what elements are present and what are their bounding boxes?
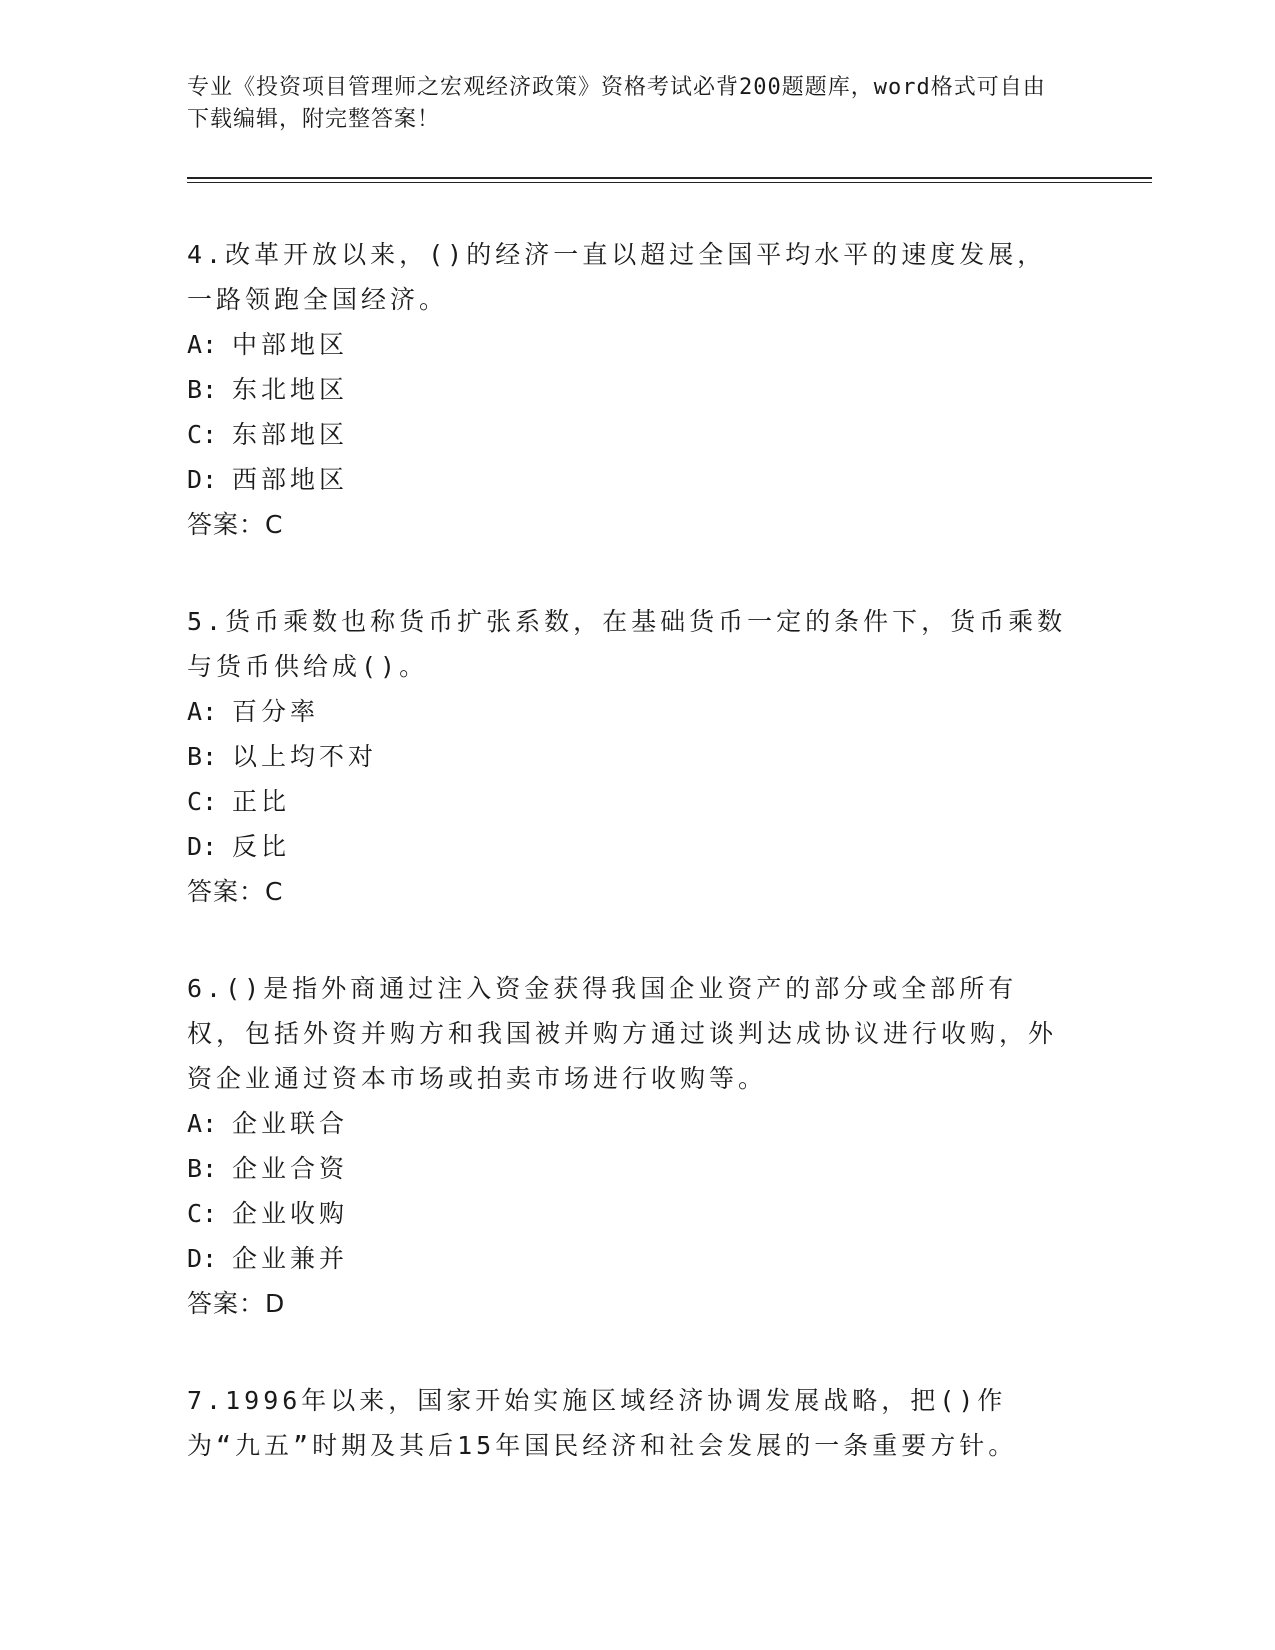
question-7 xyxy=(187,1378,1067,1468)
option-key: D: xyxy=(187,1244,218,1273)
option-key: C: xyxy=(187,1199,218,1228)
option-d xyxy=(187,457,1067,502)
question-stem: 5.货币乘数也称货币扩张系数，在基础货币一定的条件下，货币乘数与货币供给成()。 xyxy=(187,607,1067,681)
option-text: 东部地区 xyxy=(232,420,349,449)
option-text: 正比 xyxy=(232,787,291,816)
question-5 xyxy=(187,599,1067,914)
header-divider-thin xyxy=(187,182,1152,183)
option-a xyxy=(187,322,1067,367)
option-text: 企业合资 xyxy=(232,1154,349,1183)
option-key: A: xyxy=(187,1109,218,1138)
option-b xyxy=(187,367,1067,412)
option-text: 企业兼并 xyxy=(232,1244,349,1273)
option-d xyxy=(187,1236,1067,1281)
question-stem: 4.改革开放以来，()的经济一直以超过全国平均水平的速度发展，一路领跑全国经济。 xyxy=(187,240,1047,314)
question-list xyxy=(187,232,1067,1520)
answer-line: 答案：D xyxy=(187,1289,286,1318)
document-header: 专业《投资项目管理师之宏观经济政策》资格考试必背200题题库，word格式可自由下载编辑，附完整答案！ xyxy=(187,75,1046,132)
option-text: 企业联合 xyxy=(232,1109,349,1138)
answer-line: 答案：C xyxy=(187,877,284,906)
option-key: A: xyxy=(187,697,218,726)
option-text: 百分率 xyxy=(232,697,320,726)
option-key: C: xyxy=(187,787,218,816)
option-text: 中部地区 xyxy=(232,330,349,359)
option-key: D: xyxy=(187,465,218,494)
option-text: 以上均不对 xyxy=(232,742,378,771)
option-a xyxy=(187,689,1067,734)
option-key: C: xyxy=(187,420,218,449)
option-key: B: xyxy=(187,1154,218,1183)
option-key: D: xyxy=(187,832,218,861)
answer-line: 答案：C xyxy=(187,510,284,539)
option-c xyxy=(187,1191,1067,1236)
question-6 xyxy=(187,966,1067,1326)
question-stem: 6.()是指外商通过注入资金获得我国企业资产的部分或全部所有权，包括外资并购方和我国被并购方通过谈判达成协议进行收购，外资企业通过资本市场或拍卖市场进行收购等。 xyxy=(187,974,1058,1093)
option-text: 东北地区 xyxy=(232,375,349,404)
option-key: B: xyxy=(187,742,218,771)
option-key: B: xyxy=(187,375,218,404)
option-text: 企业收购 xyxy=(232,1199,349,1228)
option-key: A: xyxy=(187,330,218,359)
option-text: 西部地区 xyxy=(232,465,349,494)
header-divider-thick xyxy=(187,177,1152,179)
question-stem: 7.1996年以来，国家开始实施区域经济协调发展战略，把()作为“九五”时期及其后15年国民经济和社会发展的一条重要方针。 xyxy=(187,1386,1018,1460)
option-a xyxy=(187,1101,1067,1146)
option-b xyxy=(187,734,1067,779)
option-c xyxy=(187,779,1067,824)
question-4 xyxy=(187,232,1067,547)
option-d xyxy=(187,824,1067,869)
option-c xyxy=(187,412,1067,457)
option-text: 反比 xyxy=(232,832,291,861)
option-b xyxy=(187,1146,1067,1191)
